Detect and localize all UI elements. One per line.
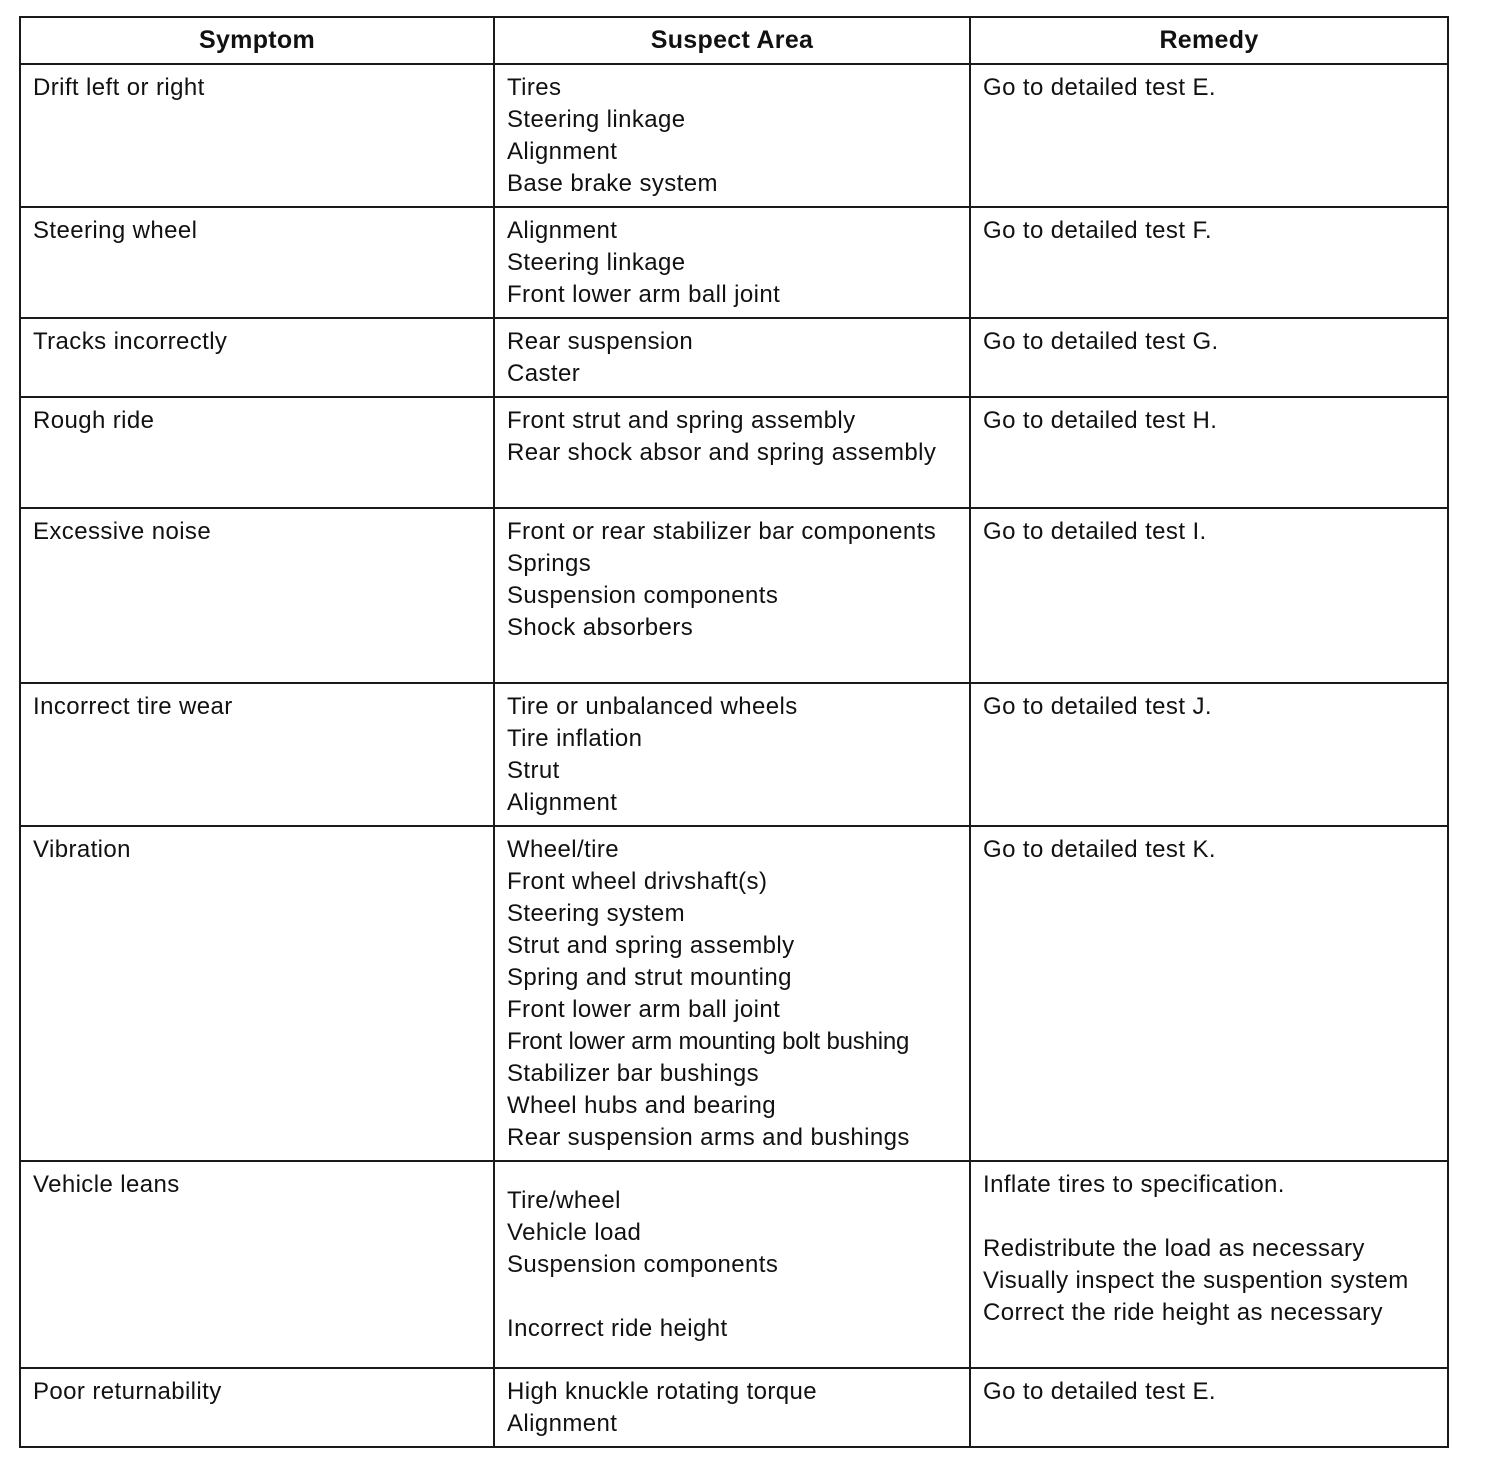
suspect-area-cell <box>494 1161 970 1368</box>
header-suspect-area: Suspect Area <box>494 17 970 64</box>
header-row <box>20 17 1448 64</box>
table-row <box>20 207 1448 318</box>
suspect-item: Tires <box>507 74 562 101</box>
table-row <box>20 64 1448 207</box>
remedy-item: Correct the ride height as necessary <box>983 1299 1383 1326</box>
remedy-cell: Go to detailed test K. <box>970 826 1448 1161</box>
table-row <box>20 397 1448 508</box>
suspect-item: Rear shock absor and spring assembly <box>507 439 937 466</box>
header-remedy: Remedy <box>970 17 1448 64</box>
suspect-area-cell <box>494 826 970 1161</box>
symptom-cell: Poor returnability <box>20 1368 494 1447</box>
suspect-item: Strut and spring assembly <box>507 932 795 959</box>
symptom-cell: Incorrect tire wear <box>20 683 494 826</box>
suspect-item: Rear suspension <box>507 328 694 355</box>
suspect-item: Alignment <box>507 217 618 244</box>
remedy-item: Redistribute the load as necessary <box>983 1235 1365 1262</box>
suspect-item: High knuckle rotating torque <box>507 1378 818 1405</box>
table-row <box>20 318 1448 397</box>
symptom-cell: Vibration <box>20 826 494 1161</box>
suspect-item: Front wheel drivshaft(s) <box>507 868 768 895</box>
header-symptom: Symptom <box>20 17 494 64</box>
suspect-area-cell <box>494 1368 970 1447</box>
suspect-item: Front lower arm ball joint <box>507 281 781 308</box>
suspect-area-cell <box>494 397 970 508</box>
suspect-area-cell <box>494 318 970 397</box>
suspect-area-cell <box>494 64 970 207</box>
remedy-item: Inflate tires to specification. <box>983 1171 1285 1198</box>
suspect-item: Base brake system <box>507 170 718 197</box>
table-row <box>20 826 1448 1161</box>
suspect-item: Tire or unbalanced wheels <box>507 693 798 720</box>
remedy-cell <box>970 1161 1448 1368</box>
symptom-cell: Excessive noise <box>20 508 494 683</box>
suspect-item: Strut <box>507 757 560 784</box>
suspect-item: Front lower arm ball joint <box>507 996 781 1023</box>
remedy-cell: Go to detailed test F. <box>970 207 1448 318</box>
suspect-item: Alignment <box>507 138 618 165</box>
suspect-item: Tire inflation <box>507 725 643 752</box>
diagnosis-table <box>19 16 1449 1448</box>
suspect-item: Rear suspension arms and bushings <box>507 1124 910 1151</box>
suspect-item: Alignment <box>507 789 618 816</box>
suspect-area-cell <box>494 207 970 318</box>
symptom-cell: Steering wheel <box>20 207 494 318</box>
remedy-cell: Go to detailed test G. <box>970 318 1448 397</box>
table-row <box>20 1161 1448 1368</box>
symptom-cell: Vehicle leans <box>20 1161 494 1368</box>
suspect-item: Springs <box>507 550 592 577</box>
table-row <box>20 1368 1448 1447</box>
suspect-item: Spring and strut mounting <box>507 964 792 991</box>
suspect-item: Tire/wheel <box>507 1187 621 1214</box>
suspect-item: Caster <box>507 360 581 387</box>
symptom-cell: Rough ride <box>20 397 494 508</box>
suspect-item: Stabilizer bar bushings <box>507 1060 760 1087</box>
symptom-cell: Tracks incorrectly <box>20 318 494 397</box>
table-row <box>20 508 1448 683</box>
suspect-item: Suspension components <box>507 582 779 609</box>
suspect-item: Vehicle load <box>507 1219 642 1246</box>
remedy-item: Visually inspect the suspention system <box>983 1267 1409 1294</box>
suspect-item: Wheel hubs and bearing <box>507 1092 776 1119</box>
remedy-cell: Go to detailed test J. <box>970 683 1448 826</box>
suspect-item: Front lower arm mounting bolt bushing <box>507 1028 910 1055</box>
table-row <box>20 683 1448 826</box>
suspect-item: Incorrect ride height <box>507 1315 728 1342</box>
suspect-item: Steering linkage <box>507 106 686 133</box>
suspect-item: Alignment <box>507 1410 618 1437</box>
remedy-cell: Go to detailed test I. <box>970 508 1448 683</box>
suspect-item: Wheel/tire <box>507 836 620 863</box>
symptom-cell: Drift left or right <box>20 64 494 207</box>
remedy-cell: Go to detailed test E. <box>970 1368 1448 1447</box>
suspect-item: Front strut and spring assembly <box>507 407 856 434</box>
suspect-item: Steering system <box>507 900 686 927</box>
suspect-item: Front or rear stabilizer bar components <box>507 518 937 545</box>
suspect-item: Steering linkage <box>507 249 686 276</box>
suspect-area-cell <box>494 683 970 826</box>
suspect-area-cell <box>494 508 970 683</box>
remedy-cell: Go to detailed test E. <box>970 64 1448 207</box>
remedy-cell: Go to detailed test H. <box>970 397 1448 508</box>
suspect-item: Suspension components <box>507 1251 779 1278</box>
suspect-item: Shock absorbers <box>507 614 694 641</box>
